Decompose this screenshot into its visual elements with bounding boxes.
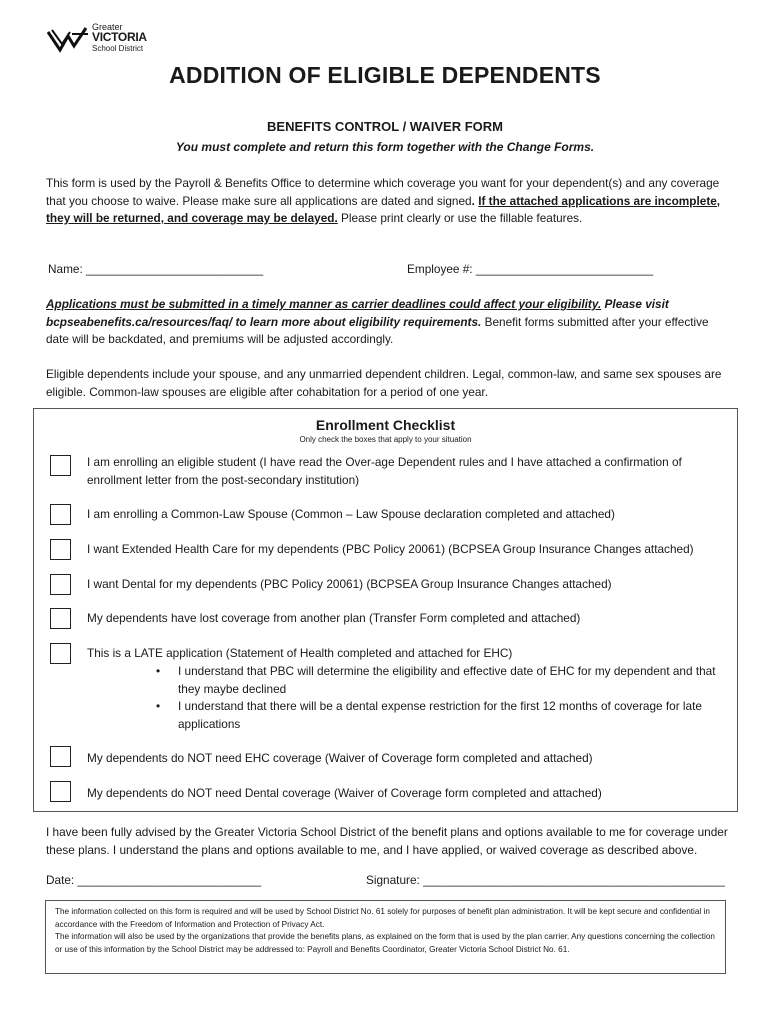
checklist-item-eligible-student: I am enrolling an eligible student (I have read the Over-age Dependent rules and I have attached a confirmation of enrollment letter from the post-secondary institution) [87,455,682,487]
checkbox-no-dental[interactable] [50,781,71,802]
checklist-item-common-law-spouse: I am enrolling a Common-Law Spouse (Common – Law Spouse declaration completed and attached) [87,507,615,521]
checkbox-common-law-spouse[interactable] [50,504,71,525]
logo-text-school-district: School District [92,44,144,53]
signature-line[interactable]: ______________________________________________ [423,873,725,887]
privacy-notice-paragraph-1: The information collected on this form is required and will be used by School District No. 61 solely for purposes of benefit plan administration. It will be kept secure and confidential in accordance with the Freedom of Information and Protection of Privacy Act. [55,907,710,929]
enrollment-checklist [33,408,738,812]
employee-number-field[interactable] [407,262,653,276]
employee-number-label: Employee #: [407,262,473,276]
bullet-marker: • [156,664,161,678]
intro-text: This form is used by the Payroll & Benefits Office to determine which coverage you want for your dependent(s) and any coverage that you choose to waive. Please make sure all applications are dated and signed [46,176,720,208]
intro-warning: If the attached applications are incomplete, they will be returned, and coverage may be delayed. [46,193,721,225]
checklist-item-extended-health: I want Extended Health Care for my dependents (PBC Policy 20061) (BCPSEA Group Insurance Changes attached) [87,542,694,556]
bullet-marker: • [156,699,161,713]
form-instruction: You must complete and return this form together with the Change Forms. [175,140,595,154]
logo-mark-icon [46,26,90,54]
checkbox-lost-coverage[interactable] [50,608,71,629]
privacy-notice-paragraph-2: The information will also be used by the organizations that provide the benefits plans, as explained on the form that is used by the plan carrier. Any questions concerning the collection or use of this information by the School District may be addressed to: Payroll and Benefits Coordinator, Greater Victoria School District No. 61. [55,932,715,954]
checkbox-dental[interactable] [50,574,71,595]
deadline-paragraph [46,296,726,349]
intro-text-end: Please print clearly or use the fillable features. [337,211,583,225]
advised-statement: I have been fully advised by the Greater Victoria School District of the benefit plans and options available to me for coverage under these plans. I understand the plans and options available to me, and I have applied, or waived coverage as described above. [46,825,728,857]
checkbox-eligible-student[interactable] [50,455,71,476]
page-title: ADDITION OF ELIGIBLE DEPENDENTS [169,62,601,88]
checkbox-no-ehc[interactable] [50,746,71,767]
deadline-emphasis: Applications must be submitted in a timely manner as carrier deadlines could affect your eligibility. [46,297,602,311]
checklist-item-no-dental: My dependents do NOT need Dental coverage (Waiver of Coverage form completed and attached) [87,786,602,800]
name-field[interactable] [48,262,263,276]
checklist-subtitle: Only check the boxes that apply to your situation [299,435,472,444]
date-label: Date: [46,873,75,887]
checklist-item-dental: I want Dental for my dependents (PBC Policy 20061) (BCPSEA Group Insurance Changes attached) [87,577,612,591]
eligibility-paragraph: Eligible dependents include your spouse, and any unmarried dependent children. Legal, common-law, and same sex spouses are eligible. Common-law spouses are eligible after cohabitation for a period of one year. [46,367,722,399]
name-line[interactable]: ___________________________ [86,262,264,276]
checkbox-late-application[interactable] [50,643,71,664]
school-district-logo [46,22,156,56]
form-subtitle: BENEFITS CONTROL / WAIVER FORM [267,119,503,134]
checklist-item-lost-coverage: My dependents have lost coverage from another plan (Transfer Form completed and attached) [87,611,581,625]
checklist-item-no-ehc: My dependents do NOT need EHC coverage (Waiver of Coverage form completed and attached) [87,751,593,765]
deadline-rest: Benefit forms submitted after your effective date will be backdated, and premiums will be adjusted accordingly. [46,314,709,346]
logo-text-victoria: VICTORIA [92,30,147,44]
late-bullet-eligibility: I understand that PBC will determine the eligibility and effective date of EHC for my dependent and that they maybe declined [178,664,716,696]
signature-label: Signature: [366,873,420,887]
intro-paragraph: This form is used by the Payroll & Benefits Office to determine which coverage you want for your dependent(s) and any coverage that you choose to waive. Please make sure all applications are dated and signed. If the attached applications are incomplete, they will be returned, and coverage may be delayed. Please print clearly or use the fillable features. [46,176,721,225]
deadline-visit: Please visit bcpseabenefits.ca/resources/faq/ to learn more about eligibility requirements. [46,297,669,329]
date-line[interactable]: ____________________________ [77,873,262,887]
checkbox-extended-health[interactable] [50,539,71,560]
name-label: Name: [48,262,83,276]
checklist-title: Enrollment Checklist [315,417,456,433]
employee-number-line[interactable]: ___________________________ [475,262,654,276]
signature-field[interactable] [366,873,725,887]
date-field[interactable] [46,873,261,887]
checklist-item-late-application: This is a LATE application (Statement of Health completed and attached for EHC) [87,646,513,660]
privacy-notice [45,900,726,974]
logo-text-greater: Greater [92,22,123,32]
late-bullet-dental-restriction: I understand that there will be a dental expense restriction for the first 12 months of coverage for late applications [178,699,702,731]
